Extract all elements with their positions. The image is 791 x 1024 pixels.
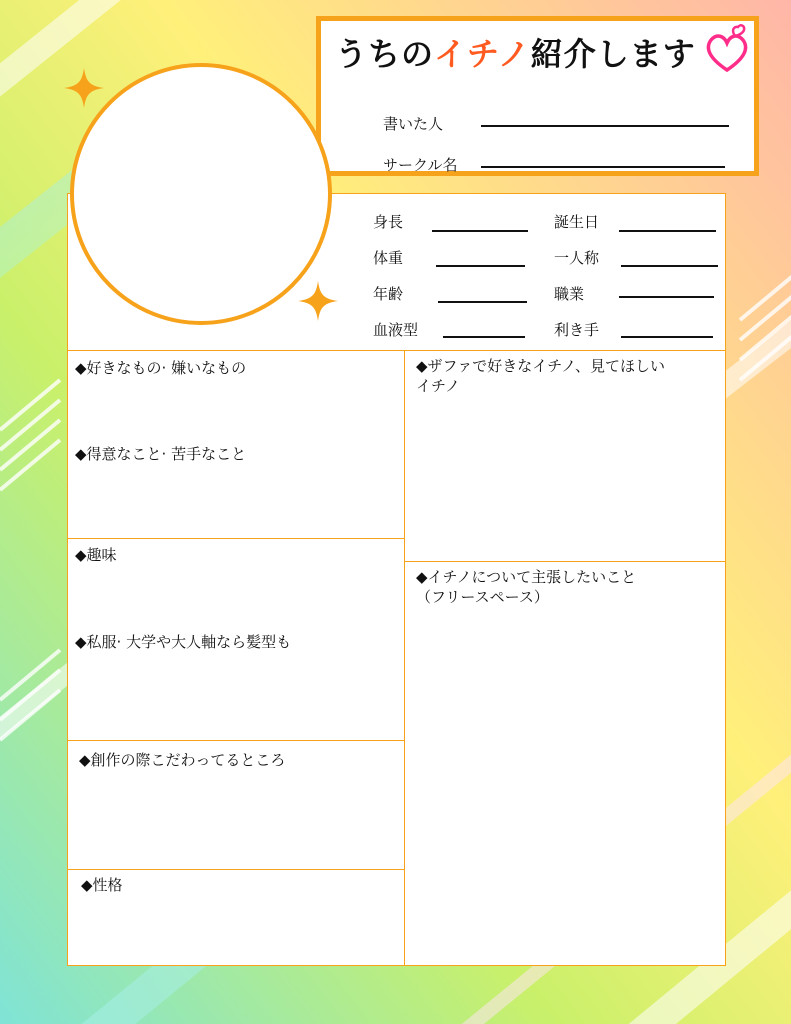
- title-highlight: イチノ: [434, 35, 531, 73]
- portrait-circle[interactable]: [70, 63, 332, 325]
- section-favorite: ◆ザファで好きなイチノ、見てほしい: [416, 357, 665, 375]
- circle-name-label: サークル名: [383, 156, 458, 174]
- sparkle-icon: [298, 281, 338, 321]
- author-label: 書いた人: [383, 115, 444, 133]
- divider: [404, 561, 725, 562]
- title-suffix: 紹介します: [530, 35, 696, 73]
- section-personality: ◆性格: [81, 876, 123, 894]
- birthday-line[interactable]: [619, 230, 716, 232]
- dominant-hand-line[interactable]: [621, 336, 713, 338]
- divider: [68, 740, 404, 741]
- divider: [68, 869, 404, 870]
- title-card: [316, 16, 759, 176]
- first-person-label: 一人称: [554, 249, 600, 267]
- circle-name-line[interactable]: [481, 166, 725, 168]
- section-favorite-cont: イチノ: [416, 377, 460, 395]
- title-prefix: うちの: [335, 35, 435, 73]
- weight-line[interactable]: [436, 265, 525, 267]
- divider: [404, 350, 405, 965]
- height-label: 身長: [373, 213, 404, 231]
- sparkle-icon: [64, 68, 104, 108]
- divider: [68, 350, 725, 351]
- heart-icon: [705, 24, 749, 76]
- section-clothes: ◆私服· 大学や大人軸なら髪型も: [75, 633, 292, 651]
- section-creation: ◆創作の際こだわってるところ: [79, 751, 286, 769]
- weight-label: 体重: [373, 249, 404, 267]
- section-free: ◆イチノについて主張したいこと: [416, 568, 637, 586]
- section-skills: ◆得意なこと· 苦手なこと: [75, 445, 247, 463]
- section-free-sub: （フリースペース）: [416, 588, 549, 606]
- blood-type-line[interactable]: [443, 336, 525, 338]
- birthday-label: 誕生日: [554, 213, 600, 231]
- first-person-line[interactable]: [621, 265, 718, 267]
- age-line[interactable]: [438, 301, 527, 303]
- dominant-hand-label: 利き手: [554, 321, 600, 339]
- occupation-label: 職業: [554, 285, 585, 303]
- divider: [68, 538, 404, 539]
- blood-type-label: 血液型: [373, 321, 419, 339]
- author-line[interactable]: [481, 125, 729, 127]
- section-hobby: ◆趣味: [75, 546, 117, 564]
- occupation-line[interactable]: [619, 296, 714, 298]
- age-label: 年齢: [373, 285, 404, 303]
- page-title: [335, 29, 696, 75]
- height-line[interactable]: [432, 230, 528, 232]
- section-likes: ◆好きなもの· 嫌いなもの: [75, 359, 247, 377]
